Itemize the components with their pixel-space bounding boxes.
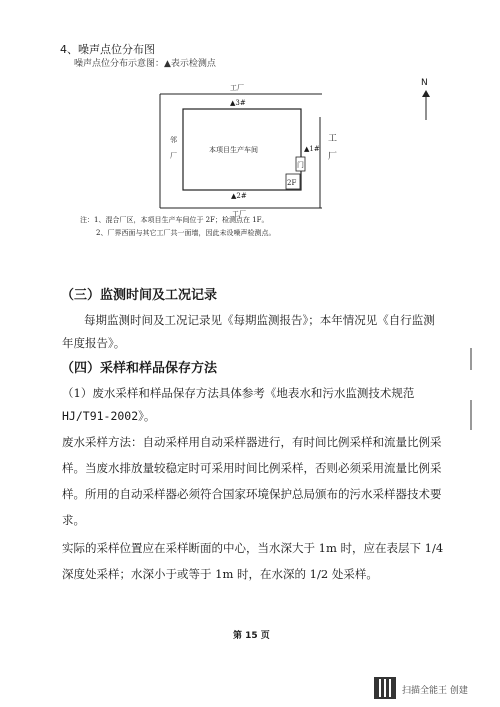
sampling-position-line-2: 深度处采样；水深小于或等于 1m 时，在水深的 1/2 处采样。: [62, 567, 378, 581]
diagram-subtitle: 噪声点位分布示意图：▲表示检测点: [74, 59, 216, 69]
section-3-para-line-2: 年度报告》。: [62, 336, 126, 350]
section-3-heading: （三）监测时间及工况记录: [61, 288, 218, 303]
point-3: ▲3#: [230, 99, 246, 107]
right-factory-label-1: 工: [328, 134, 338, 144]
scanner-watermark: 扫描全能王 创建: [402, 686, 468, 696]
door-label: 门: [297, 161, 304, 169]
scan-edge-mark: [470, 400, 472, 430]
wastewater-para-line-1: 废水采样方法：自动采样用自动采样器进行，有时间比例采样和流量比例采: [62, 435, 442, 449]
left-factory-label-2: 厂: [170, 152, 177, 160]
wastewater-para-line-3: 样。所用的自动采样器必须符合国家环境保护总局颁布的污水采样器技术要: [62, 487, 442, 501]
page-number: 第 15 页: [233, 631, 270, 641]
section-4-heading: （四）采样和样品保存方法: [61, 361, 218, 376]
top-factory-label: 工厂: [230, 84, 244, 92]
point-2: ▲2#: [231, 192, 247, 200]
section-3-para-line-1: 每期监测时间及工况记录见《每期监测报告》；本年情况见《自行监测: [84, 313, 435, 327]
sampling-position-line-1: 实际的采样位置应在采样断面的中心，当水深大于 1m 时，应在表层下 1/4: [62, 541, 444, 555]
item-1-line-1: （1）废水采样和样品保存方法具体参考《地表水和污水监测技术规范: [62, 386, 415, 400]
wastewater-para-line-2: 样。当废水排放量较稳定时可采用时间比例采样，否则必须采用流量比例采: [62, 461, 442, 475]
production-building-label: 本项目生产车间: [209, 146, 258, 154]
section-title: 4、噪声点位分布图: [60, 43, 155, 56]
item-1-line-2: HJ/T91-2002》。: [62, 409, 156, 423]
wastewater-para-line-4: 求。: [62, 513, 85, 527]
note-line-2: 2、厂界西面与其它工厂共一面墙，因此未设噪声检测点。: [96, 229, 276, 237]
north-arrowhead: [422, 90, 430, 97]
2f-label: 2F: [287, 179, 297, 187]
point-1: ▲1#: [304, 145, 320, 153]
north-label: N: [421, 78, 428, 88]
qr-code-icon: [374, 677, 396, 699]
note-line-1: 注：1、混合厂区，本项目生产车间位于 2F；检测点在 1F。: [80, 216, 269, 224]
bottom-factory-label: 工厂: [232, 210, 246, 218]
scan-edge-mark: [470, 348, 472, 370]
left-factory-label-1: 邻: [170, 136, 177, 144]
right-factory-label-2: 厂: [328, 152, 338, 162]
